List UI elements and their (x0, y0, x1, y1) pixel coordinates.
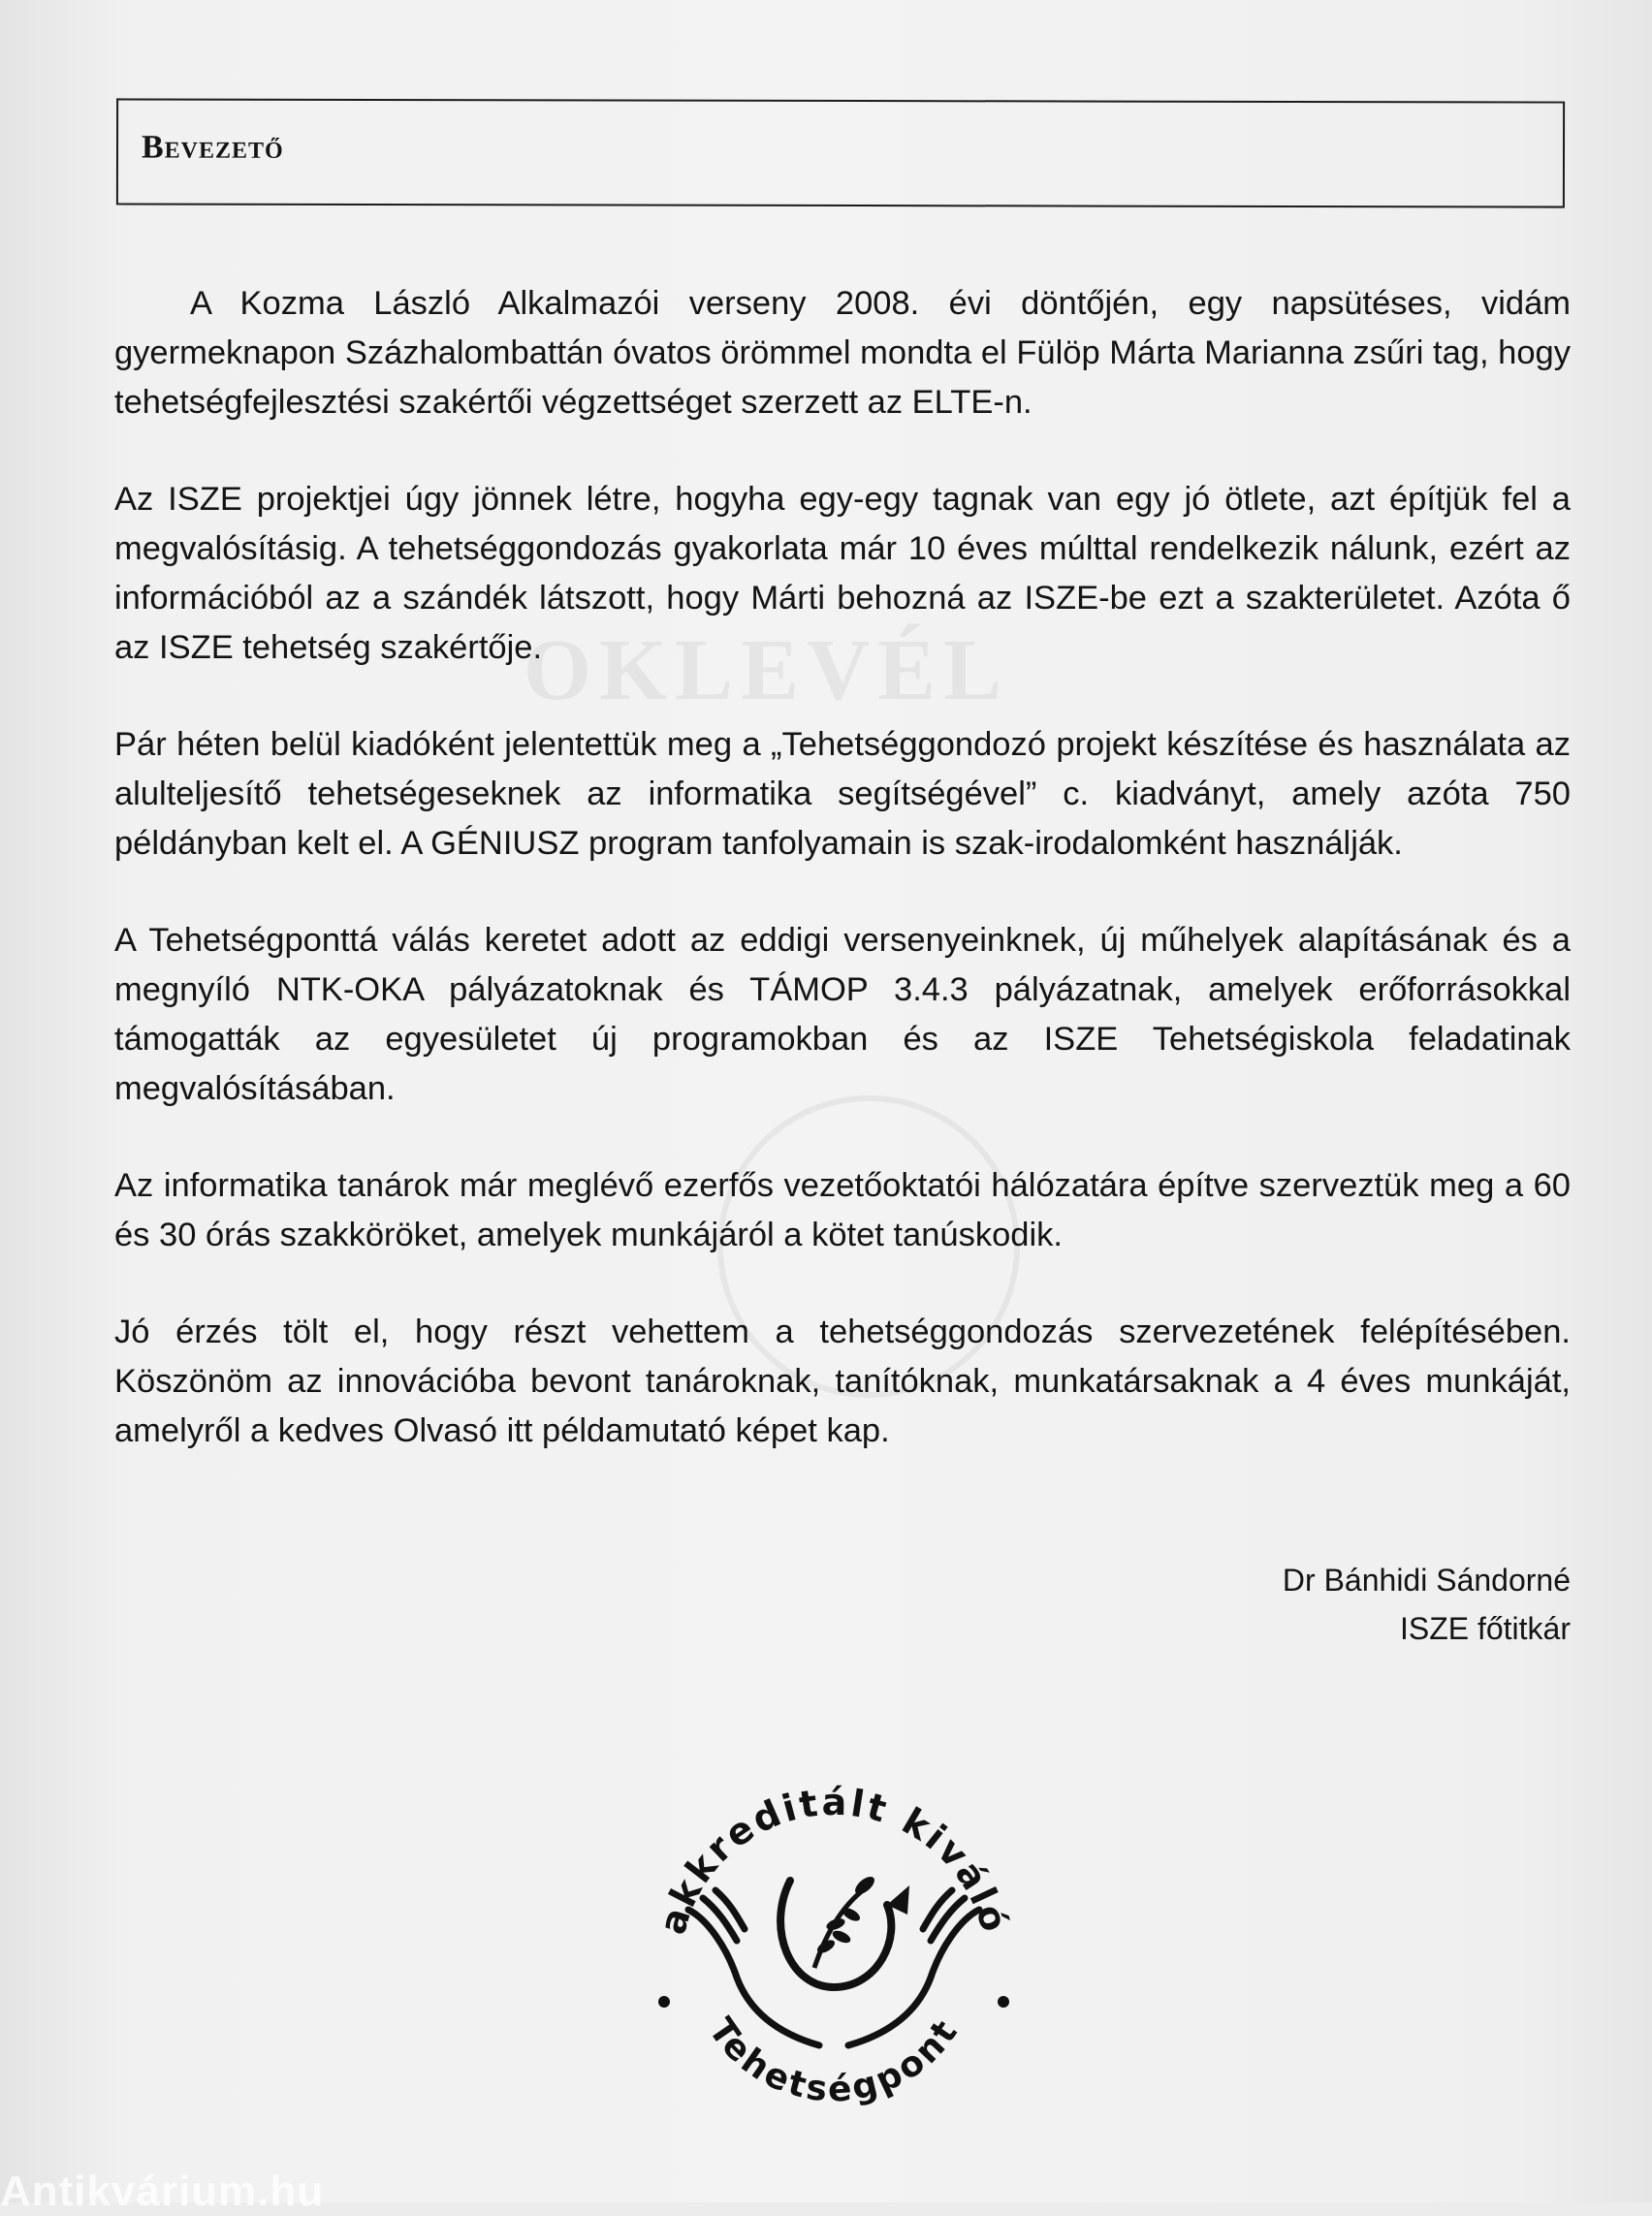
logo-bottom-text: Tehetségpont (700, 2010, 968, 2110)
paragraph-5: Az informatika tanárok már meglévő ezerfős vezetőoktatói hálózatára építve szerveztük meg a 60 és 30 órás szakköröket, amelyek munkájáról a kötet tanúskodik. (114, 1167, 1571, 1253)
section-title: Bevezető (141, 129, 284, 166)
body-text (114, 279, 1571, 1504)
section-header-box (116, 98, 1565, 207)
watermark: Antikvárium.hu (0, 2168, 325, 2215)
signature-role: ISZE főtitkár (1399, 1611, 1571, 1646)
signature-name: Dr Bánhidi Sándorné (1282, 1563, 1571, 1598)
paragraph-6: Jó érzés tölt el, hogy részt vehettem a tehetséggondozás szervezetének felépítésében. Köszönöm az innovációba bevont tanároknak, tanítóknak, munkatársaknak a 4 éves munkáját, amelyről a kedves Olvasó itt példamutató képet kap. (114, 1314, 1571, 1449)
logo-top-text: akkreditált kiváló (651, 1780, 1017, 1940)
signature-block (1283, 1556, 1571, 1653)
tehetsegpont-logo (620, 1725, 1047, 2152)
paragraph-1: A Kozma László Alkalmazói verseny 2008. évi döntőjén, egy napsütéses, vidám gyermeknapon Százhalombattán óvatos örömmel mondta el Fülöp Márta Marianna zsűri tag, hogy tehetségfejlesztési szakértői végzettséget szerzett az ELTE-n. (114, 285, 1571, 421)
paragraph-2: Az ISZE projektjei úgy jönnek létre, hogyha egy-egy tagnak van egy jó ötlete, azt építjük fel a megvalósításig. A tehetséggondozás gyakorlata már 10 éves múlttal rendelkezik nálunk, ezért az információból az a szándék látszott, hogy Márti behozná az ISZE-be ezt a szakterületet. Azóta ő az ISZE tehetség szakértője. (114, 481, 1571, 666)
paragraph-3: Pár héten belül kiadóként jelentettük meg a „Tehetséggondozó projekt készítése és használata az alulteljesítő tehetségeseknek az informatika segítségével” c. kiadványt, amely azóta 750 példányban kelt el. A GÉNIUSZ program tanfolyamain is szak-irodalomként használják. (114, 726, 1571, 862)
sprout-icon (780, 1874, 909, 1987)
show-through-text: OKLEVÉL (524, 622, 1010, 718)
logo-dot-right (998, 1996, 1009, 2008)
logo-dot-left (658, 1996, 670, 2008)
paragraph-4: A Tehetségponttá válás keretet adott az eddigi versenyeinknek, új műhelyek alapításának és a megnyíló NTK-OKA pályázatoknak és TÁMOP 3.4.3 pályázatnak, amelyek erőforrásokkal támogatták az egyesületet új programokban és az ISZE Tehetségiskola feladatinak megvalósításában. (114, 922, 1571, 1107)
